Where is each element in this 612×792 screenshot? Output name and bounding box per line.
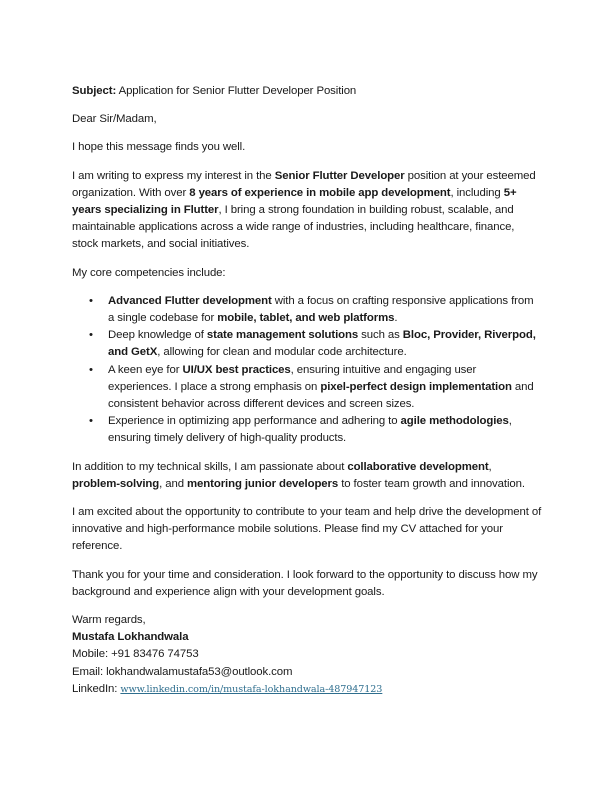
email-address: Email: lokhandwalamustafa53@outlook.com (72, 665, 293, 678)
competencies-list (72, 293, 542, 448)
excited-paragraph: I am excited about the opportunity to contribute to your team and help drive the development of innovative and high-performance mobile solutions. Please find my CV attached for your reference. (72, 506, 542, 553)
opening-line: I hope this message finds you well. (72, 141, 246, 154)
linkedin-link[interactable]: www.linkedin.com/in/mustafa-lokhandwala-487947123 (120, 683, 383, 695)
bullet-icon: • (89, 363, 93, 376)
competencies-heading: My core competencies include: (72, 266, 226, 279)
list-item: • Experience in optimizing app performance and adhering to agile methodologies, ensuring timely delivery of high-quality products. (89, 415, 512, 445)
closing: Warm regards, (72, 614, 146, 627)
intro-paragraph: I am writing to express my interest in the Senior Flutter Developer position at your esteemed organization. With over 8 years of experience in mobile app development, including 5+ years specializing in Flutter, I bring a strong foundation in building robust, scalable, and maintainable applications across a wide range of industries, including healthcare, finance, stock markets, and social initiatives. (72, 169, 536, 251)
list-item: • A keen eye for UI/UX best practices, ensuring intuitive and engaging user experiences. I place a strong emphasis on pixel-perfect design implementation and consistent behavior across different devices and screen sizes. (89, 363, 534, 411)
soft-skills-paragraph: In addition to my technical skills, I am passionate about collaborative development, problem-solving, and mentoring junior developers to foster team growth and innovation. (72, 460, 525, 490)
linkedin-line: LinkedIn: www.linkedin.com/in/mustafa-lokhandwala-487947123 (72, 682, 383, 695)
list-item: • Advanced Flutter development with a focus on crafting responsive applications from a single codebase for mobile, tablet, and web platforms. (89, 294, 534, 325)
bullet-icon: • (89, 415, 93, 428)
signer-name: Mustafa Lokhandwala (72, 631, 189, 644)
signature-block (72, 612, 542, 698)
salutation: Dear Sir/Madam, (72, 113, 157, 126)
mobile-number: Mobile: +91 83476 74753 (72, 648, 199, 661)
list-item: • Deep knowledge of state management solutions such as Bloc, Provider, Riverpod, and GetX, allowing for clean and modular code architecture. (89, 329, 536, 359)
subject-line: Subject: Application for Senior Flutter Developer Position (72, 85, 357, 97)
closing-paragraph: Thank you for your time and consideration. I look forward to the opportunity to discuss how my background and experience align with your development goals. (72, 568, 538, 598)
bullet-icon: • (89, 294, 93, 307)
bullet-icon: • (89, 329, 93, 342)
cover-letter (72, 83, 542, 698)
